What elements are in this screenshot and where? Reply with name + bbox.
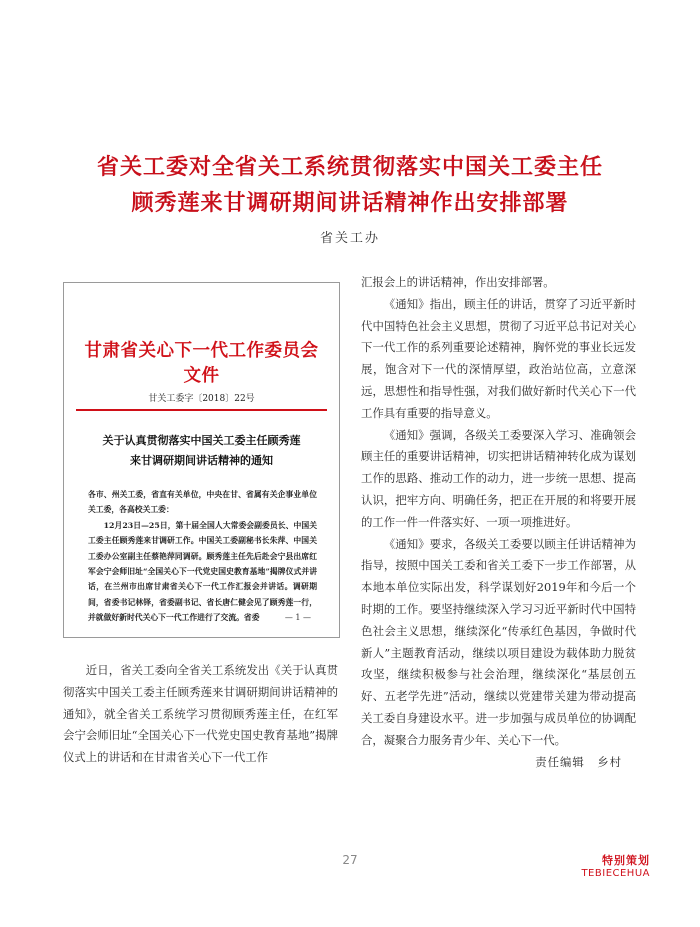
document-salutation: 各市、州关工委，省直有关单位，中央在甘、省属有关企事业单位关工委，各高校关工委： [88,490,317,515]
paragraph-notice-emphasis: 《通知》强调，各级关工委要深入学习、准确领会顾主任的重要讲话精神，切实把讲话精神转化成为谋划工作的思路、推动工作的动力，进一步统一思想、提高认识，把牢方向、明确任务，把正在开展的和将要开展的工作一件一件落实好、一项一项推进好。 [361,427,636,529]
article-author: 省关工办 [319,231,380,246]
document-title-line2: 来甘调研期间讲话精神的通知 [130,454,273,467]
left-column [63,660,338,769]
document-page-mark: — 1 — [284,613,311,622]
right-column [361,272,636,773]
section-label: 特别策划 [602,854,650,867]
document-title-line1: 关于认真贯彻落实中国关工委主任顾秀莲 [102,434,301,447]
paragraph-notice-points: 《通知》指出，顾主任的讲话，贯穿了习近平新时代中国特色社会主义思想，贯彻了习近平总书记对关心下一代工作的系列重要论述精神，胸怀党的事业长远发展，饱含对下一代的深情厚望，政治站位高，立意深远，思想性和指导性强，对我们做好新时代关心下一代工作具有重要的指导意义。 [361,296,636,420]
page-number: 27 [342,853,358,867]
paragraph-intro-continued: 汇报会上的讲话精神，作出安排部署。 [361,275,555,289]
document-red-rule [76,409,327,411]
document-header: 甘肃省关心下一代工作委员会文件 [84,341,319,386]
article-title-line2: 顾秀莲来甘调研期间讲话精神作出安排部署 [131,191,569,216]
document-number: 甘关工委字〔2018〕22号 [148,394,255,404]
document-body [88,487,317,626]
section-label-pinyin: TEBIECEHUA [581,868,650,879]
editor-credit: 责任编辑 乡村 [535,754,622,769]
article-title-line1: 省关工委对全省关工系统贯彻落实中国关工委主任 [96,155,603,180]
paragraph-intro: 近日，省关工委向全省关工系统发出《关于认真贯彻落实中国关工委主任顾秀莲来甘调研期间讲话精神的通知》，就全省关工系统学习贯彻顾秀莲主任，在红军会宁会师旧址“全国关心下一代党史国史教育基地”揭牌仪式上的讲话和在甘肃省关心下一代工作 [63,663,338,765]
paragraph-notice-requirements: 《通知》要求，各级关工委要以顾主任讲话精神为指导，按照中国关工委和省关工委下一步工作部署，从本地本单位实际出发，科学谋划好2019年和今后一个时期的工作。要坚持继续深入学习习近平新时代中国特色社会主义思想，继续深化“传承红色基因，争做时代新人”主题教育活动，继续以项目建设为载体助力脱贫攻坚，继续积极参与社会治理，继续深化“基层创五好、五老学先进”活动，继续以党建带关建为带动提高关工委自身建设水平。进一步加强与成员单位的协调配合，凝聚合力服务青少年、关心下一代。 [361,536,636,747]
document-title [84,431,319,471]
document-image [63,282,340,638]
document-body-text: 12月23日—25日，第十届全国人大常委会副委员长、中国关工委主任顾秀莲来甘调研工作。中国关工委副秘书长朱萍、中国关工委办公室副主任蔡艳萍同调研。顾秀莲主任先后赴会宁县出席红军会宁会师旧址“全国关心下一代党史国史教育基地”揭牌仪式并讲话，在兰州市出席甘肃省关心下一代工作汇报会并讲话。调研期间，省委书记林铎，省委副书记、省长唐仁健会见了顾秀莲一行，并就做好新时代关心下一代工作进行了交流。省委 [88,520,317,623]
